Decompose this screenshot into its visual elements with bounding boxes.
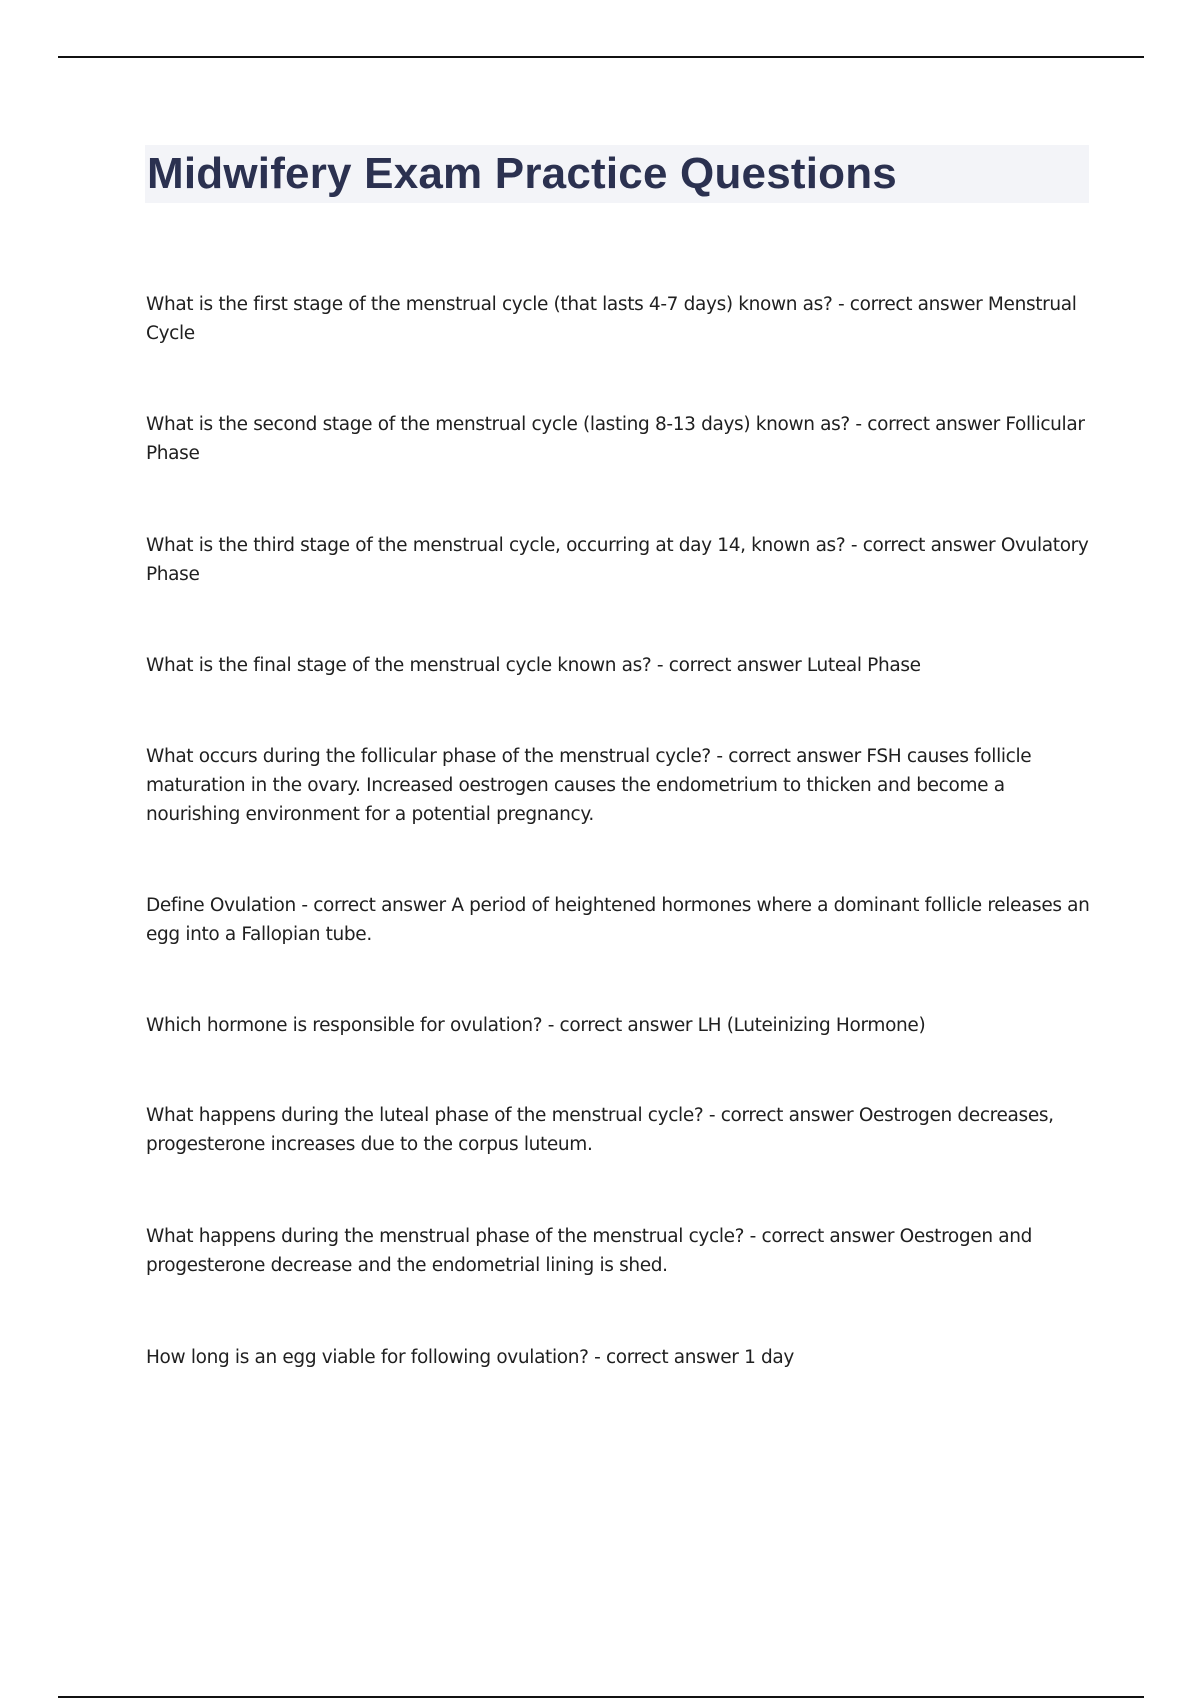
answer-text: 1 day	[744, 1347, 794, 1368]
answer-text: Ovulatory Phase	[146, 535, 1089, 585]
answer-separator: - correct answer	[651, 655, 807, 676]
qa-item	[146, 1101, 1090, 1159]
answer-text: Follicular Phase	[146, 414, 1085, 464]
qa-item	[146, 1222, 1090, 1280]
question-text: What is the third stage of the menstrual cycle, occurring at day 14, known as?	[146, 535, 846, 556]
question-text: What occurs during the follicular phase of the menstrual cycle?	[146, 746, 711, 767]
title-banner	[145, 145, 1089, 203]
answer-text: Oestrogen and progesterone decrease and the endometrial lining is shed.	[146, 1226, 1032, 1276]
question-text: How long is an egg viable for following ovulation?	[146, 1347, 589, 1368]
answer-separator: - correct answer	[588, 1347, 745, 1368]
question-text: Which hormone is responsible for ovulation?	[146, 1015, 543, 1036]
answer-text: A period of heightened hormones where a dominant follicle releases an egg into a Fallopian tube.	[146, 895, 1090, 945]
answer-separator: - correct answer	[832, 294, 988, 315]
answer-separator: - correct answer	[845, 535, 1001, 556]
bottom-rule	[58, 1696, 1144, 1698]
qa-item	[146, 651, 1090, 680]
answer-text: Oestrogen decreases, progesterone increases due to the corpus luteum.	[146, 1105, 1054, 1155]
qa-item	[146, 531, 1090, 589]
qa-item	[146, 290, 1090, 348]
answer-separator: - correct answer	[744, 1226, 900, 1247]
question-text: What happens during the menstrual phase of the menstrual cycle?	[146, 1226, 745, 1247]
question-text: What is the second stage of the menstrual cycle (lasting 8-13 days) known as?	[146, 414, 850, 435]
answer-separator: - correct answer	[710, 746, 867, 767]
qa-item	[146, 410, 1090, 468]
question-text: What is the final stage of the menstrual cycle known as?	[146, 655, 652, 676]
answer-text: Luteal Phase	[806, 655, 921, 676]
qa-item	[146, 1343, 1090, 1372]
answer-text: LH (Luteinizing Hormone)	[697, 1015, 926, 1036]
answer-separator: - correct answer	[295, 895, 452, 916]
answer-separator: - correct answer	[849, 414, 1006, 435]
qa-item	[146, 891, 1090, 949]
answer-text: Menstrual Cycle	[146, 294, 1077, 344]
top-rule	[58, 56, 1144, 58]
question-text: What is the first stage of the menstrual cycle (that lasts 4-7 days) known as?	[146, 294, 833, 315]
question-text: Define Ovulation	[146, 895, 296, 916]
question-text: What happens during the luteal phase of the menstrual cycle?	[146, 1105, 704, 1126]
page-title: Midwifery Exam Practice Questions	[147, 149, 897, 198]
answer-separator: - correct answer	[542, 1015, 698, 1036]
answer-text: FSH causes follicle maturation in the ovary. Increased oestrogen causes the endometrium to thicken and become a nourishing environment for a potential pregnancy.	[146, 746, 1032, 825]
answer-separator: - correct answer	[703, 1105, 859, 1126]
qa-item	[146, 742, 1090, 829]
qa-item	[146, 1011, 1090, 1040]
